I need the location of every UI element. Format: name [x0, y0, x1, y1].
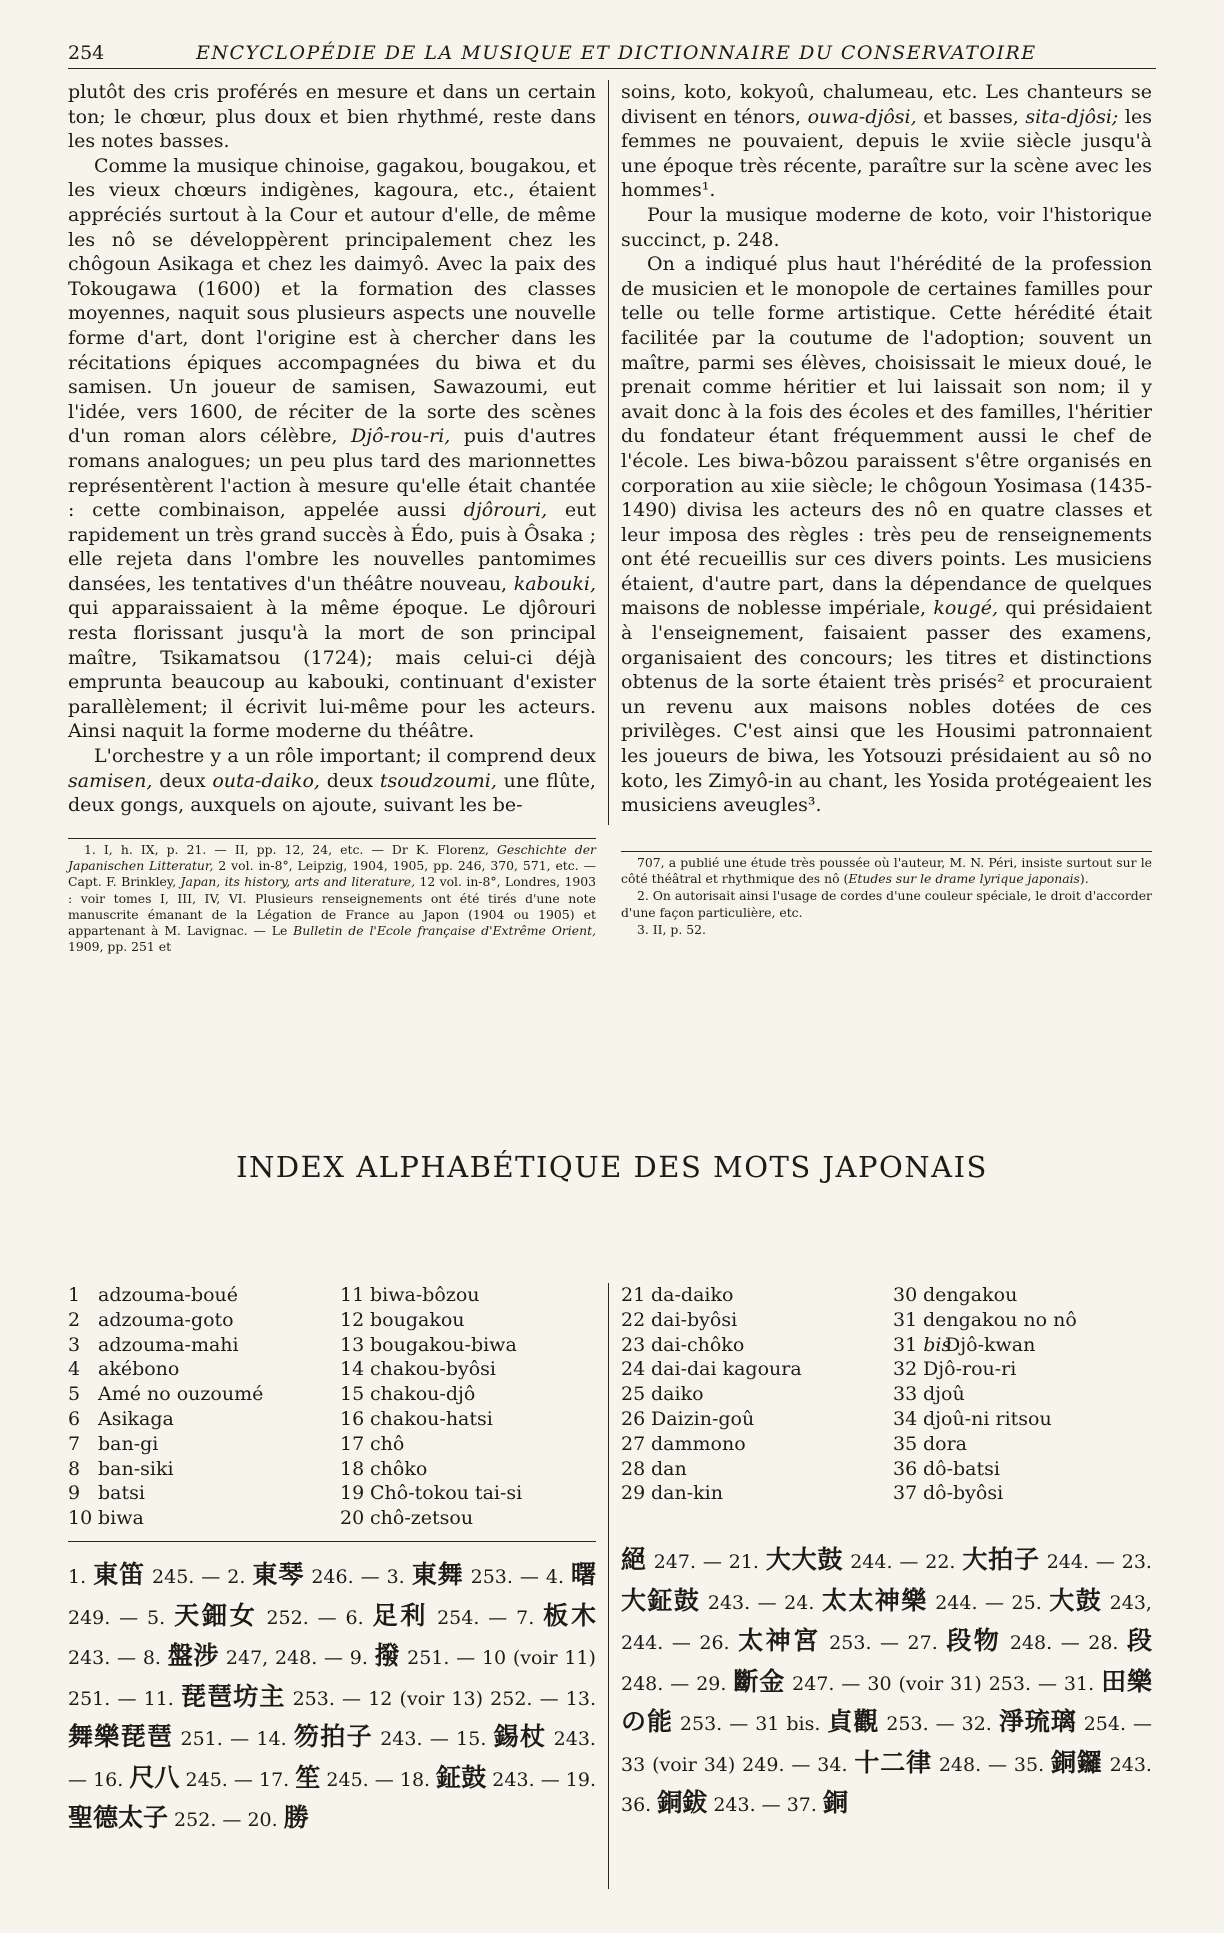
- italic-term: sita-djôsi;: [1025, 105, 1119, 128]
- text-run: ).: [1079, 871, 1089, 887]
- index-entry-number: 14: [340, 1358, 365, 1381]
- kanji-term: 鉦鼓: [436, 1762, 487, 1792]
- index-entry-word: Amé no ouzoumé: [98, 1383, 264, 1406]
- kanji-term: 太太神樂: [821, 1585, 928, 1615]
- index-rule-left: [68, 1541, 596, 1542]
- kanji-term: 大拍子: [962, 1545, 1040, 1574]
- index-entry-number: 8: [68, 1457, 81, 1480]
- index-entry: [893, 1407, 1077, 1432]
- kanji-term: 笙: [295, 1762, 321, 1792]
- text-run: 2. On autorisait ainsi l'usage de cordes d'une couleur spéciale, le droit d'accorder d'une façon particulière, etc.: [621, 888, 1152, 920]
- kanji-reference: 243. — 16.: [68, 1728, 596, 1791]
- kanji-reference: 251. — 10 (voir 11) 251. — 11.: [68, 1647, 596, 1710]
- text-run: une flûte, deux gongs, auxquels on ajoute, suivant les be-: [68, 769, 596, 817]
- index-entry-word: chôko: [370, 1457, 428, 1480]
- italic-term: samisen,: [68, 769, 153, 792]
- text-run: plutôt des cris proférés en mesure et dans un certain ton; le chœur, plus doux et bien rhythmé, reste dans les notes basses.: [68, 81, 596, 153]
- index-entry-word: Daizin-goû: [651, 1407, 755, 1430]
- index-column-3: [621, 1283, 802, 1506]
- italic-term: outa-daiko,: [212, 769, 320, 792]
- index-entry-word: djoû: [923, 1383, 965, 1406]
- kanji-term: 銅鈸: [657, 1788, 708, 1817]
- italic-term: kabouki,: [513, 572, 596, 595]
- italic-term: Etudes sur le drame lyrique japonais: [848, 871, 1080, 887]
- index-entry-word: Chô-tokou tai-si: [370, 1482, 523, 1505]
- text-run: On a indiqué plus haut l'hérédité de la profession de musicien et le monopole de certaines familles pour telle ou telle forme artistique. Cette hérédité était facilitée par la coutume de l'adoption; souvent un maître, parmi ses élèves, choisissait le mieux doué, le prenait comme héritier et lui laissait son nom; il y avait donc à la fois des écoles et des familles, l'héritier du fondateur étant fréquemment aussi le chef de l'école. Les biwa-bôzou paraissent s'être organisés en corporation au xiie siècle; le chôgoun Yosimasa (1435-1490) divisa les acteurs des nô en quatre classes et leur imposa des règles : très peu de renseignements ont été recueillis sur ces divers points. Les musiciens étaient, d'autre part, dans la dépendance de quelques maisons de noblesse impériale,: [621, 253, 1152, 620]
- index-entry: [893, 1308, 1077, 1333]
- kanji-reference: 243. — 24.: [700, 1591, 822, 1614]
- kanji-reference: 254. — 7.: [428, 1606, 544, 1629]
- index-entry-word: dora: [923, 1432, 968, 1455]
- index-entry-number: 11: [340, 1284, 365, 1306]
- index-entry-number: 12: [340, 1308, 365, 1331]
- index-entry-number: 20: [340, 1507, 365, 1530]
- text-run: L'orchestre y a un rôle important; il comprend deux: [94, 745, 596, 768]
- italic-term: ouwa-djôsi,: [807, 105, 917, 128]
- index-entry: [68, 1382, 263, 1407]
- kanji-reference: 248. — 29.: [621, 1672, 734, 1695]
- index-entry-word: Djô-rou-ri: [923, 1358, 1017, 1381]
- body-paragraph: [621, 203, 1152, 252]
- kanji-term: 曙: [571, 1560, 597, 1589]
- footnote-paragraph: [621, 888, 1152, 920]
- right-text-column: [621, 80, 1152, 818]
- index-entry-number: 28: [621, 1457, 646, 1480]
- index-entry-number: 5: [68, 1383, 81, 1406]
- kanji-reference: 245. — 17.: [179, 1768, 296, 1791]
- index-entry-word: bougakou-biwa: [370, 1333, 517, 1356]
- text-run: qui présidaient à l'enseignement, faisaient passer des examens, organisaient des concours; les titres et distinctions obtenus de la sorte étaient très prisés² et procuraient un revenu aux maisons nobles dotées de ces privilèges. C'est ainsi que les Housimi patronnaient les joueurs de biwa, les Yotsouzi présidaient au sô no koto, les Zimyô-in au chant, les Yosida protégeaient les musiciens aveugles³.: [621, 597, 1152, 817]
- kanji-term: 斷金: [733, 1666, 786, 1696]
- text-run: eut rapidement un très grand succès à Édo, puis à Ôsaka ; elle rejeta dans l'ombre les nouvelles pantomimes dansées, les tentatives d'un théâtre nouveau,: [68, 499, 597, 595]
- index-entry: [340, 1333, 522, 1358]
- kanji-reference: 247, 248. — 9.: [219, 1647, 375, 1669]
- index-entry-word: chakou-byôsi: [370, 1358, 496, 1381]
- index-entry-number: 9: [68, 1482, 81, 1505]
- index-entry-word: dai-dai kagoura: [651, 1358, 802, 1381]
- index-entry-word: dai-chôko: [651, 1333, 745, 1356]
- index-entry: [893, 1457, 1077, 1482]
- kanji-listing-left: [68, 1556, 596, 1840]
- text-run: 1909, pp. 251 et: [68, 939, 172, 955]
- kanji-term: 聖德太子: [68, 1803, 169, 1832]
- italic-term: Bulletin de l'Ecole française d'Extrême Orient,: [293, 923, 596, 939]
- index-entry-number: 29: [621, 1482, 646, 1505]
- kanji-term: 板木: [543, 1600, 596, 1630]
- index-entry: [893, 1357, 1077, 1382]
- kanji-reference: 252. — 20.: [168, 1809, 284, 1831]
- index-entry-word: ban-gi: [98, 1432, 159, 1455]
- italic-term: kougé,: [933, 597, 998, 620]
- kanji-term: 銅鑼: [1051, 1747, 1103, 1777]
- kanji-reference: 245. — 18.: [320, 1768, 437, 1791]
- text-run: les femmes ne pouvaient, depuis le xviie siècle jusqu'à une époque très récente, paraître sur la scène avec les hommes¹.: [621, 105, 1152, 202]
- index-entry: [68, 1333, 263, 1358]
- index-entry-word: akébono: [98, 1358, 180, 1381]
- index-entry-word: dô-byôsi: [923, 1482, 1004, 1505]
- index-entry-word: biwa: [98, 1507, 144, 1530]
- left-text-column: [68, 80, 596, 818]
- text-run: qui apparaissaient à la même époque. Le djôrouri resta florissant jusqu'à la mort de son principal maître, Tsikamatsou (1724); mais celui-ci déjà emprunta beaucoup au kabouki, continuant d'exister parallèlement; il écrivit lui-même pour les acteurs. Ainsi naquit la forme moderne du théâtre.: [68, 597, 596, 743]
- body-paragraph: [68, 80, 596, 154]
- index-entry-number: 31 bis: [893, 1333, 952, 1356]
- kanji-term: 貞觀: [827, 1707, 880, 1736]
- body-paragraph: [621, 80, 1152, 203]
- index-entry: [893, 1283, 1077, 1308]
- kanji-term: 絕: [621, 1545, 647, 1574]
- index-entry-word: chakou-hatsi: [370, 1407, 493, 1430]
- index-entry: [621, 1333, 802, 1358]
- index-entry-number: 19: [340, 1482, 365, 1505]
- index-entry: [68, 1308, 263, 1333]
- index-entry-word: chakou-djô: [370, 1383, 476, 1406]
- italic-term: Geschichte der Japanischen Litteratur,: [68, 842, 596, 874]
- text-run: deux: [319, 769, 380, 792]
- index-entry-word: chô-zetsou: [370, 1507, 474, 1530]
- index-entry-number: 37: [893, 1482, 918, 1505]
- kanji-reference: 248. — 35.: [931, 1753, 1052, 1776]
- index-entry-number: 36: [893, 1457, 918, 1480]
- kanji-term: 東笛: [93, 1560, 146, 1589]
- index-entry-word: dengakou no nô: [923, 1308, 1077, 1331]
- index-entry-number: 23: [621, 1333, 646, 1356]
- index-column-2: [340, 1283, 522, 1531]
- kanji-term: 田樂の能: [621, 1666, 1152, 1736]
- italic-term: Djô-rou-ri,: [350, 425, 451, 448]
- index-entry-word: Djô-kwan: [945, 1333, 1036, 1356]
- kanji-reference: 251. — 14.: [173, 1728, 295, 1750]
- index-entry: [340, 1457, 522, 1482]
- index-entry-number: 25: [621, 1383, 646, 1406]
- text-run: Comme la musique chinoise, gagakou, bougakou, et les vieux chœurs indigènes, kagoura, etc., étaient appréciés surtout à la Cour et autour d'elle, de même les nô se développèrent principalement chez les chôgoun Asikaga et chez les daimyô. Avec la paix des Tokougawa (1600) et la formation des classes moyennes, naquit sous plusieurs aspects une nouvelle forme d'art, dont l'origine est à chercher dans les récitations épiques accompagnées du biwa et du samisen. Un joueur de samisen, Sawazoumi, eut l'idée, vers 1600, de réciter de la sorte des scènes d'un roman alors célèbre,: [68, 154, 597, 448]
- kanji-term: 盤涉: [167, 1641, 220, 1670]
- index-entry-number: 30: [893, 1284, 918, 1306]
- running-title: ENCYCLOPÉDIE DE LA MUSIQUE ET DICTIONNAIRE DU CONSERVATOIRE: [196, 42, 1037, 64]
- index-entry-number: 18: [340, 1457, 365, 1480]
- index-entry: [340, 1506, 522, 1531]
- index-entry: [621, 1457, 802, 1482]
- index-entry: [68, 1407, 263, 1432]
- index-entry-word: adzouma-boué: [98, 1284, 239, 1306]
- body-paragraph: [621, 252, 1152, 818]
- index-entry-word: djoû-ni ritsou: [923, 1407, 1052, 1430]
- kanji-term: 段物: [946, 1626, 1002, 1655]
- index-entry-number: 7: [68, 1432, 81, 1455]
- kanji-term: 勝: [283, 1803, 309, 1832]
- index-entry-number: 24: [621, 1358, 646, 1381]
- index-entry-word: daiko: [651, 1383, 704, 1406]
- index-entry-number: 3: [68, 1333, 81, 1356]
- index-entry: [340, 1432, 522, 1457]
- kanji-reference: 248. — 28.: [1001, 1632, 1127, 1654]
- footnote-paragraph: [68, 842, 596, 955]
- index-entry-number: 1: [68, 1284, 81, 1306]
- index-entry: [68, 1506, 263, 1531]
- column-divider-index: [608, 1283, 609, 1889]
- index-entry: [68, 1457, 263, 1482]
- index-column-1: [68, 1283, 263, 1531]
- kanji-term: 天鈿女: [174, 1600, 258, 1630]
- kanji-reference: 243. — 15.: [372, 1728, 494, 1750]
- index-entry-number: 32: [893, 1358, 918, 1381]
- kanji-term: 淨琉璃: [998, 1707, 1077, 1736]
- text-run: soins, koto, kokyoû, chalumeau, etc. Les chanteurs se divisent en ténors,: [621, 81, 1152, 128]
- italic-term: djôrouri,: [463, 499, 548, 522]
- index-entry-word: biwa-bôzou: [370, 1284, 480, 1306]
- footnote-rule-right: [621, 851, 1152, 852]
- kanji-term: 錫杖: [493, 1722, 547, 1751]
- kanji-term: 舞樂琵琶: [68, 1722, 174, 1751]
- italic-term: tsoudzoumi,: [379, 769, 497, 792]
- index-entry-word: adzouma-mahi: [98, 1333, 239, 1356]
- index-entry-word: dammono: [651, 1432, 746, 1455]
- kanji-term: 銅: [822, 1788, 848, 1817]
- index-column-4: [893, 1283, 1077, 1506]
- index-entry-word: da-daiko: [651, 1284, 734, 1306]
- kanji-reference: 1.: [68, 1566, 94, 1588]
- index-entry-word: Asikaga: [98, 1407, 174, 1430]
- kanji-reference: 243. — 37.: [707, 1794, 823, 1816]
- text-run: 2 vol. in-8°, Leipzig, 1904, 1905, pp. 246, 370, 571, etc. — Capt. F. Brinkley,: [68, 858, 596, 890]
- text-run: Pour la musique moderne de koto, voir l'historique succinct, p. 248.: [621, 203, 1152, 251]
- kanji-reference: 244. — 23.: [1039, 1551, 1152, 1573]
- kanji-reference: 244. — 22.: [843, 1551, 963, 1573]
- index-entry-number: 16: [340, 1407, 365, 1430]
- index-entry: [68, 1481, 263, 1506]
- kanji-reference: 249. — 5.: [68, 1606, 175, 1629]
- kanji-reference: 253. — 4.: [463, 1566, 572, 1588]
- kanji-term: 笏拍子: [294, 1722, 373, 1751]
- kanji-reference: 243. — 19.: [486, 1768, 596, 1791]
- text-run: et basses,: [916, 105, 1026, 128]
- kanji-reference: 245. — 2.: [145, 1566, 253, 1588]
- text-run: 707, a publié une étude très poussée où l'auteur, M. N. Péri, insiste surtout sur le côté théâtral et rhythmique des nô (: [621, 855, 1152, 887]
- kanji-reference: 253. — 32.: [879, 1713, 999, 1735]
- index-entry: [621, 1481, 802, 1506]
- kanji-reference: 252. — 6.: [257, 1606, 373, 1629]
- kanji-term: 琵琶坊主: [180, 1681, 286, 1711]
- index-entry-number: 10: [68, 1507, 93, 1530]
- kanji-reference: 253. — 12 (voir 13) 252. — 13.: [285, 1687, 596, 1710]
- kanji-reference: 243. — 8.: [68, 1647, 168, 1669]
- footnote-rule-left: [68, 838, 596, 839]
- running-header: [68, 40, 1156, 69]
- index-entry-number: 22: [621, 1308, 646, 1331]
- kanji-reference: 247. — 21.: [646, 1551, 766, 1573]
- index-entry: [893, 1481, 1077, 1506]
- index-entry-number: 17: [340, 1432, 365, 1455]
- body-paragraph: [68, 744, 596, 818]
- index-entry: [621, 1357, 802, 1382]
- index-entry: [68, 1432, 263, 1457]
- index-entry: [621, 1308, 802, 1333]
- index-entry: [340, 1382, 522, 1407]
- text-run: puis d'autres romans analogues; un peu plus tard des marionnettes représentèrent l'action à mesure qu'elle était chantée : cette combinaison, appelée aussi: [68, 425, 597, 522]
- column-divider-top: [608, 80, 609, 825]
- kanji-term: 東舞: [411, 1560, 464, 1589]
- kanji-reference: 243. 36.: [621, 1753, 1152, 1816]
- index-entry-word: dô-batsi: [923, 1457, 1000, 1480]
- kanji-term: 大大鼓: [765, 1545, 844, 1574]
- kanji-listing-right: [621, 1541, 1152, 1825]
- index-entry-number: 15: [340, 1383, 365, 1406]
- index-entry-word: dan-kin: [651, 1482, 723, 1505]
- index-entry: [68, 1283, 263, 1308]
- text-run: 12 vol. in-8°, Londres, 1903 : voir tomes I, III, IV, VI. Plusieurs renseignements ont été tirés d'une note manuscrite émanant de la Légation de France au Japon (1904 ou 1905) et appartenant à M. Lavignac. — Le: [68, 874, 596, 939]
- index-entry-number: 13: [340, 1333, 365, 1356]
- index-entry-number: 35: [893, 1432, 918, 1455]
- footnotes-left: [68, 842, 596, 956]
- kanji-reference: 243, 244. — 26.: [621, 1591, 1152, 1654]
- index-entry: [893, 1382, 1077, 1407]
- index-title: INDEX ALPHABÉTIQUE DES MOTS JAPONAIS: [236, 1150, 988, 1184]
- kanji-term: 段: [1126, 1626, 1152, 1655]
- index-entry-number: 21: [621, 1284, 646, 1306]
- kanji-term: 大鼓: [1049, 1585, 1103, 1615]
- kanji-reference: 253. — 31 bis.: [672, 1713, 828, 1735]
- index-entry: [340, 1308, 522, 1333]
- kanji-reference: 254. — 33 (voir 34) 249. — 34.: [621, 1713, 1152, 1776]
- kanji-term: 大鉦鼓: [621, 1585, 701, 1615]
- index-entry: [340, 1481, 522, 1506]
- index-entry: [340, 1357, 522, 1382]
- kanji-term: 足利: [372, 1600, 429, 1630]
- kanji-reference: 253. — 27.: [820, 1632, 947, 1654]
- kanji-term: 撥: [374, 1641, 401, 1670]
- kanji-term: 東琴: [252, 1560, 305, 1589]
- index-entry: [621, 1432, 802, 1457]
- index-entry-number: 6: [68, 1407, 81, 1430]
- index-entry-word: ban-siki: [98, 1457, 174, 1480]
- text-run: 1. I, h. IX, p. 21. — II, pp. 12, 24, etc. — Dr K. Florenz,: [84, 842, 497, 857]
- text-run: deux: [152, 769, 213, 792]
- index-entry-number: 33: [893, 1383, 918, 1406]
- page-number: 254: [68, 42, 105, 64]
- index-entry-number: 2: [68, 1308, 81, 1331]
- index-entry-word: batsi: [98, 1482, 145, 1505]
- text-run: 3. II, p. 52.: [637, 921, 706, 937]
- index-entry-word: dan: [651, 1457, 687, 1480]
- index-entry-number: 26: [621, 1407, 646, 1430]
- index-entry-word: dengakou: [923, 1284, 1018, 1306]
- index-entry: [621, 1382, 802, 1407]
- body-paragraph: [68, 154, 596, 744]
- kanji-term: 十二律: [854, 1747, 932, 1777]
- index-entry-number: 27: [621, 1432, 646, 1455]
- index-entry: [68, 1357, 263, 1382]
- index-entry: [621, 1283, 802, 1308]
- index-entry: [340, 1407, 522, 1432]
- index-entry-number: 4: [68, 1358, 81, 1381]
- index-entry: [893, 1333, 1077, 1358]
- kanji-reference: 247. — 30 (voir 31) 253. — 31.: [785, 1672, 1102, 1695]
- index-entry: [893, 1432, 1077, 1457]
- kanji-term: 太神宮: [738, 1626, 821, 1655]
- index-entry-word: dai-byôsi: [651, 1308, 738, 1331]
- italic-term: Japan, its history, arts and literature,: [180, 874, 416, 890]
- kanji-reference: 246. — 3.: [304, 1566, 412, 1588]
- index-entry: [621, 1407, 802, 1432]
- footnote-paragraph: [621, 855, 1152, 887]
- index-entry-number: 34: [893, 1407, 918, 1430]
- index-entry-number: 31: [893, 1308, 918, 1331]
- footnote-paragraph: [621, 922, 1152, 938]
- footnotes-right: [621, 855, 1152, 939]
- kanji-reference: 244. — 25.: [927, 1591, 1050, 1614]
- kanji-term: 尺八: [129, 1762, 180, 1792]
- index-entry-word: chô: [370, 1432, 405, 1455]
- index-entry-word: adzouma-goto: [98, 1308, 234, 1331]
- index-entry-word: bougakou: [370, 1308, 465, 1331]
- index-entry: [340, 1283, 522, 1308]
